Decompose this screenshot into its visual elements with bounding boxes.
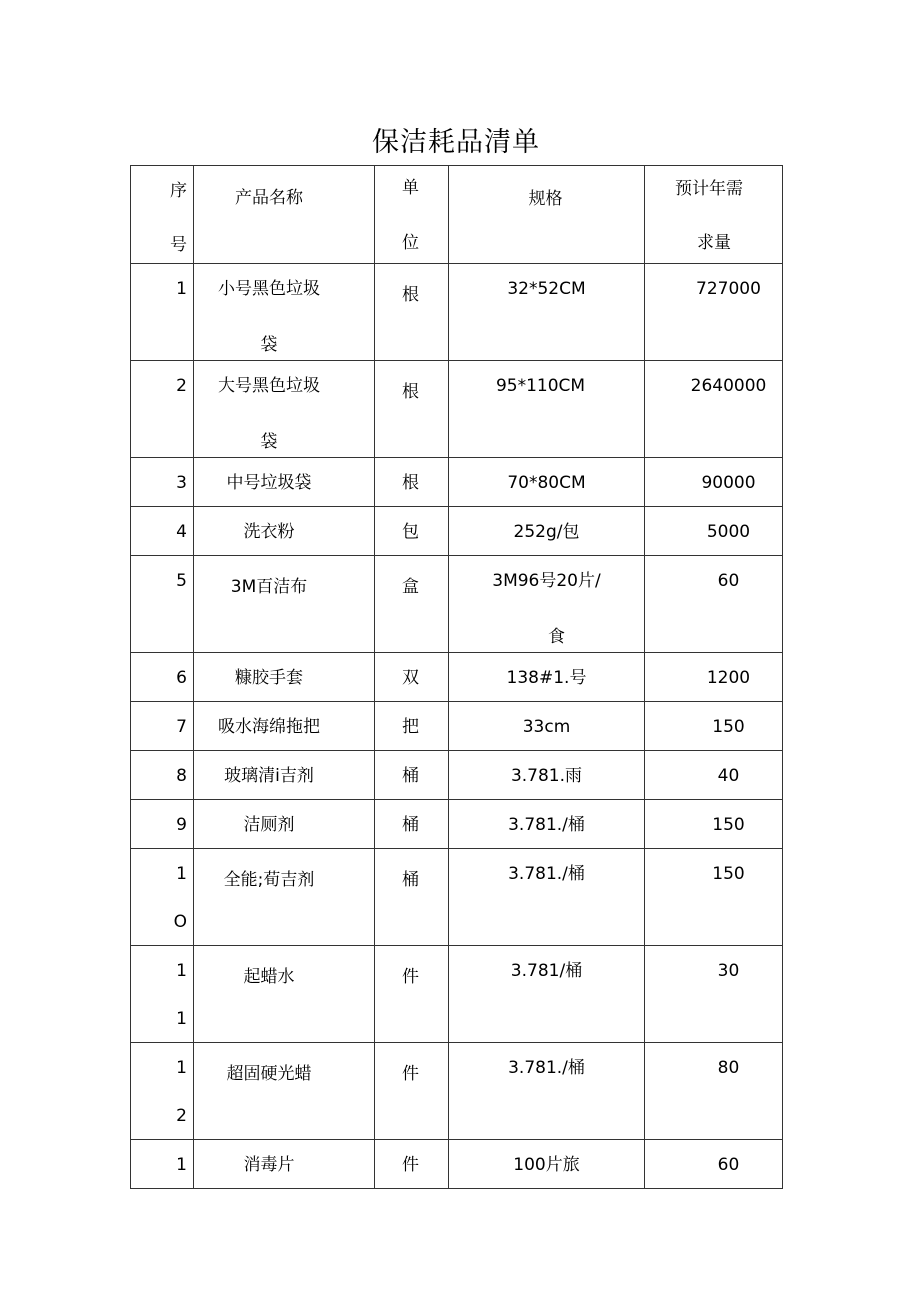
cell-qty-text: 60: [717, 571, 740, 591]
cell-spec: [449, 702, 645, 751]
header-qty: [645, 166, 783, 264]
cell-qty-text: 150: [712, 815, 745, 835]
cell-no-line2: 2: [176, 1106, 187, 1126]
cell-no: [131, 946, 194, 1043]
header-name-text: 产品名称: [235, 188, 303, 208]
cell-spec-line1: 138#1.号: [506, 668, 587, 688]
cell-product-name: [194, 264, 375, 361]
cell-spec-line1: 3.781./桶: [508, 1058, 585, 1078]
cell-qty-text: 80: [717, 1058, 740, 1078]
cell-qty-text: 727000: [696, 279, 761, 299]
cell-spec-line1: 95*110CM: [495, 376, 586, 396]
cell-product-name-line2: 袋: [260, 432, 278, 452]
cell-unit-text: 根: [402, 473, 419, 493]
cell-unit: [375, 702, 449, 751]
cell-qty-text: 90000: [701, 473, 756, 493]
cell-spec: [449, 556, 645, 653]
table-row: [131, 702, 783, 751]
cell-unit-text: 件: [402, 1064, 419, 1084]
cell-unit-text: 把: [402, 717, 419, 737]
cell-product-name: [194, 946, 375, 1043]
cell-no-line1: 3: [176, 473, 187, 493]
cell-no-line1: 1: [176, 279, 187, 299]
header-unit: [375, 166, 449, 264]
cell-qty-text: 60: [717, 1155, 740, 1175]
cell-qty: [645, 458, 783, 507]
cell-spec: [449, 946, 645, 1043]
table-row: [131, 556, 783, 653]
table-row: [131, 849, 783, 946]
cell-qty: [645, 800, 783, 849]
table-row: [131, 800, 783, 849]
cell-qty: [645, 507, 783, 556]
cell-no-line1: 5: [176, 571, 187, 591]
cell-spec-line2: 食: [548, 627, 565, 647]
cell-product-name: [194, 1043, 375, 1140]
cell-unit: [375, 1140, 449, 1189]
cell-product-name-line1: 洗衣粉: [243, 522, 295, 542]
cell-product-name-line1: 中号垃圾袋: [226, 473, 312, 493]
cell-no: [131, 556, 194, 653]
cell-spec-line1: 3M96号20片/: [492, 571, 601, 591]
cell-spec-line1: 100片旅: [513, 1155, 580, 1175]
cell-spec: [449, 264, 645, 361]
header-name: [194, 166, 375, 264]
cell-spec: [449, 653, 645, 702]
cell-qty: [645, 1140, 783, 1189]
cell-qty: [645, 849, 783, 946]
header-spec-text: 规格: [528, 189, 563, 209]
cell-unit-text: 根: [402, 382, 419, 402]
header-unit-line1: 单: [402, 178, 419, 198]
cell-no-line2: 1: [176, 1009, 187, 1029]
cell-product-name: [194, 361, 375, 458]
cell-unit-text: 桶: [402, 815, 419, 835]
cell-product-name: [194, 653, 375, 702]
cell-qty: [645, 653, 783, 702]
cell-qty: [645, 751, 783, 800]
header-unit-line2: 位: [402, 233, 419, 253]
header-no: [131, 166, 194, 264]
cell-qty-text: 30: [717, 961, 740, 981]
cell-product-name-line1: 大号黑色垃圾: [218, 376, 320, 396]
header-spec: [449, 166, 645, 264]
cell-no-line1: 1: [176, 961, 187, 981]
table-row: [131, 507, 783, 556]
header-qty-line1: 预计年需: [675, 179, 743, 199]
cell-unit: [375, 264, 449, 361]
cell-unit: [375, 751, 449, 800]
cell-unit: [375, 556, 449, 653]
cell-no: [131, 1043, 194, 1140]
header-no-line2: 号: [170, 235, 187, 255]
cell-qty: [645, 702, 783, 751]
cell-unit-text: 根: [402, 285, 419, 305]
cell-unit: [375, 1043, 449, 1140]
cell-unit-text: 盒: [402, 577, 419, 597]
cell-spec: [449, 1140, 645, 1189]
cell-no-line1: 1: [176, 864, 187, 884]
cell-unit-text: 桶: [402, 870, 419, 890]
cell-spec: [449, 800, 645, 849]
table-row: [131, 264, 783, 361]
cell-no-line1: 1: [176, 1058, 187, 1078]
cell-no: [131, 849, 194, 946]
table-row: [131, 458, 783, 507]
cell-qty-text: 5000: [706, 522, 751, 542]
cell-spec-line1: 33cm: [522, 717, 571, 737]
cell-qty-text: 150: [712, 717, 745, 737]
table-row: [131, 653, 783, 702]
cell-no-line1: 4: [176, 522, 187, 542]
cell-unit: [375, 849, 449, 946]
cell-product-name: [194, 751, 375, 800]
cell-unit: [375, 946, 449, 1043]
cell-product-name-line2: 袋: [260, 335, 278, 355]
cell-product-name-line1: 全能;荀吉剂: [223, 870, 315, 890]
cell-no-line2: O: [173, 912, 187, 932]
cell-unit-text: 件: [402, 967, 419, 987]
cell-unit-text: 包: [402, 522, 419, 542]
cell-qty: [645, 264, 783, 361]
table-header-row: [131, 166, 783, 264]
cell-unit-text: 桶: [402, 766, 419, 786]
cell-spec-line1: 32*52CM: [507, 279, 586, 299]
cell-product-name-line1: 小号黑色垃圾: [218, 279, 320, 299]
cell-no-line1: 6: [176, 668, 187, 688]
cell-spec: [449, 458, 645, 507]
cell-product-name: [194, 849, 375, 946]
cell-spec: [449, 361, 645, 458]
cell-spec-line1: 3.781./桶: [508, 815, 585, 835]
cell-unit-text: 双: [402, 668, 419, 688]
header-qty-line2: 求量: [697, 233, 731, 253]
cell-spec: [449, 1043, 645, 1140]
table-row: [131, 751, 783, 800]
table-row: [131, 1043, 783, 1140]
cell-qty: [645, 361, 783, 458]
cell-no-line1: 1: [176, 1155, 187, 1175]
cell-unit: [375, 800, 449, 849]
cell-no-line1: 2: [176, 376, 187, 396]
cell-spec-line1: 252g∕包: [513, 522, 580, 542]
cell-product-name: [194, 702, 375, 751]
cell-product-name: [194, 556, 375, 653]
cell-spec: [449, 849, 645, 946]
cell-product-name: [194, 507, 375, 556]
cell-spec: [449, 751, 645, 800]
header-no-line1: 序: [170, 181, 187, 201]
page-title: 保洁耗品清单: [372, 127, 540, 158]
cell-qty-text: 40: [717, 766, 740, 786]
cell-product-name: [194, 1140, 375, 1189]
cell-product-name-line1: 3M百洁布: [230, 577, 308, 597]
cell-product-name-line1: 起蜡水: [243, 967, 295, 987]
cell-qty-text: 150: [712, 864, 745, 884]
cell-unit: [375, 458, 449, 507]
cell-unit: [375, 653, 449, 702]
table-row: [131, 946, 783, 1043]
cell-qty: [645, 1043, 783, 1140]
cell-spec-line1: 3.781.雨: [510, 766, 583, 786]
cell-spec-line1: 3.781/桶: [510, 961, 583, 981]
cell-product-name-line1: 消毒片: [243, 1155, 295, 1175]
cell-qty-text: 2640000: [690, 376, 767, 396]
table-row: [131, 1140, 783, 1189]
cell-spec-line1: 3.781./桶: [508, 864, 585, 884]
cell-qty-text: 1200: [706, 668, 751, 688]
cell-product-name-line1: 糠胶手套: [235, 668, 303, 688]
cell-spec: [449, 507, 645, 556]
cell-product-name-line1: 洁厕剂: [243, 815, 295, 835]
cell-qty: [645, 946, 783, 1043]
cell-unit-text: 件: [402, 1155, 419, 1175]
cell-no-line1: 8: [176, 766, 187, 786]
cell-no-line1: 7: [176, 717, 187, 737]
cell-product-name: [194, 800, 375, 849]
cell-product-name-line1: 超固硬光蜡: [226, 1064, 312, 1084]
cell-spec-line1: 70*80CM: [507, 473, 586, 493]
cell-qty: [645, 556, 783, 653]
cell-product-name: [194, 458, 375, 507]
cell-no-line1: 9: [176, 815, 187, 835]
consumables-table: [130, 165, 783, 1189]
cell-product-name-line1: 玻璃清i吉剂: [224, 766, 314, 786]
cell-product-name-line1: 吸水海绵拖把: [218, 717, 320, 737]
cell-unit: [375, 507, 449, 556]
table-row: [131, 361, 783, 458]
